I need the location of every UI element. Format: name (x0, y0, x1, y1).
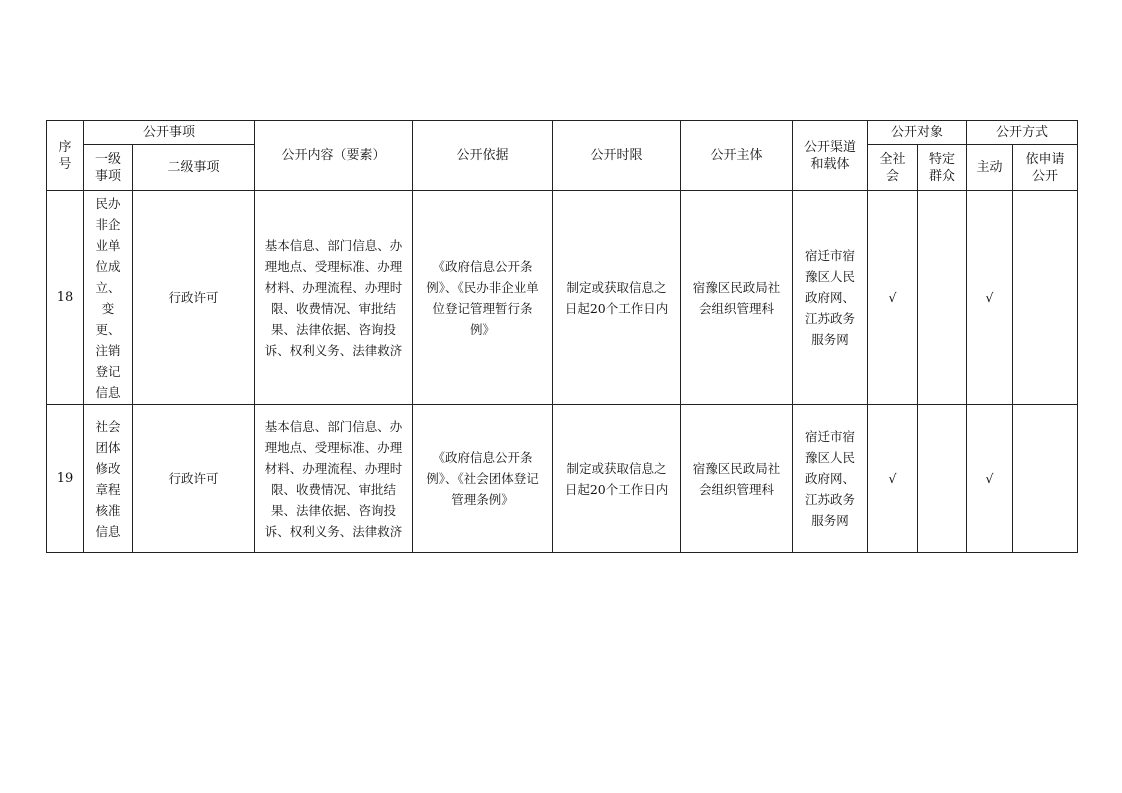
row-target-all: √ (868, 405, 918, 553)
row-time-limit: 制定或获取信息之日起20个工作日内 (553, 405, 681, 553)
header-row-1 (47, 121, 1078, 145)
row-target-specific (918, 405, 967, 553)
table-row (47, 191, 1078, 405)
row-level2: 行政许可 (133, 191, 255, 405)
header-target-group: 公开对象 (868, 121, 967, 145)
header-level1: 一级事项 (84, 145, 133, 191)
header-seq: 序号 (47, 121, 84, 191)
row-level1: 社会团体修改章程核准信息 (84, 405, 133, 553)
row-seq: 18 (47, 191, 84, 405)
row-content: 基本信息、部门信息、办理地点、受理标准、办理材料、办理流程、办理时限、收费情况、审批结果、法律依据、咨询投诉、权利义务、法律救济 (255, 191, 413, 405)
table-row (47, 405, 1078, 553)
header-item-group: 公开事项 (84, 121, 255, 145)
header-mode-request: 依申请公开 (1013, 145, 1078, 191)
header-mode-active: 主动 (967, 145, 1013, 191)
header-mode-group: 公开方式 (967, 121, 1078, 145)
row-mode-active: √ (967, 405, 1013, 553)
row-level1: 民办非企业单位成立、变更、注销登记信息 (84, 191, 133, 405)
row-channel: 宿迁市宿豫区人民政府网、江苏政务服务网 (793, 405, 868, 553)
row-subject: 宿豫区民政局社会组织管理科 (681, 405, 793, 553)
row-mode-request (1013, 405, 1078, 553)
row-level2: 行政许可 (133, 405, 255, 553)
header-content: 公开内容（要素） (255, 121, 413, 191)
disclosure-table (46, 120, 1078, 553)
header-channel: 公开渠道和载体 (793, 121, 868, 191)
row-time-limit: 制定或获取信息之日起20个工作日内 (553, 191, 681, 405)
row-mode-active: √ (967, 191, 1013, 405)
header-subject: 公开主体 (681, 121, 793, 191)
row-channel: 宿迁市宿豫区人民政府网、江苏政务服务网 (793, 191, 868, 405)
row-mode-request (1013, 191, 1078, 405)
header-target-specific: 特定群众 (918, 145, 967, 191)
row-target-all: √ (868, 191, 918, 405)
header-target-all: 全社会 (868, 145, 918, 191)
row-seq: 19 (47, 405, 84, 553)
row-basis: 《政府信息公开条例》、《民办非企业单位登记管理暂行条例》 (413, 191, 553, 405)
row-content: 基本信息、部门信息、办理地点、受理标准、办理材料、办理流程、办理时限、收费情况、审批结果、法律依据、咨询投诉、权利义务、法律救济 (255, 405, 413, 553)
row-basis: 《政府信息公开条例》、《社会团体登记管理条例》 (413, 405, 553, 553)
header-basis: 公开依据 (413, 121, 553, 191)
row-subject: 宿豫区民政局社会组织管理科 (681, 191, 793, 405)
row-target-specific (918, 191, 967, 405)
header-time-limit: 公开时限 (553, 121, 681, 191)
header-level2: 二级事项 (133, 145, 255, 191)
